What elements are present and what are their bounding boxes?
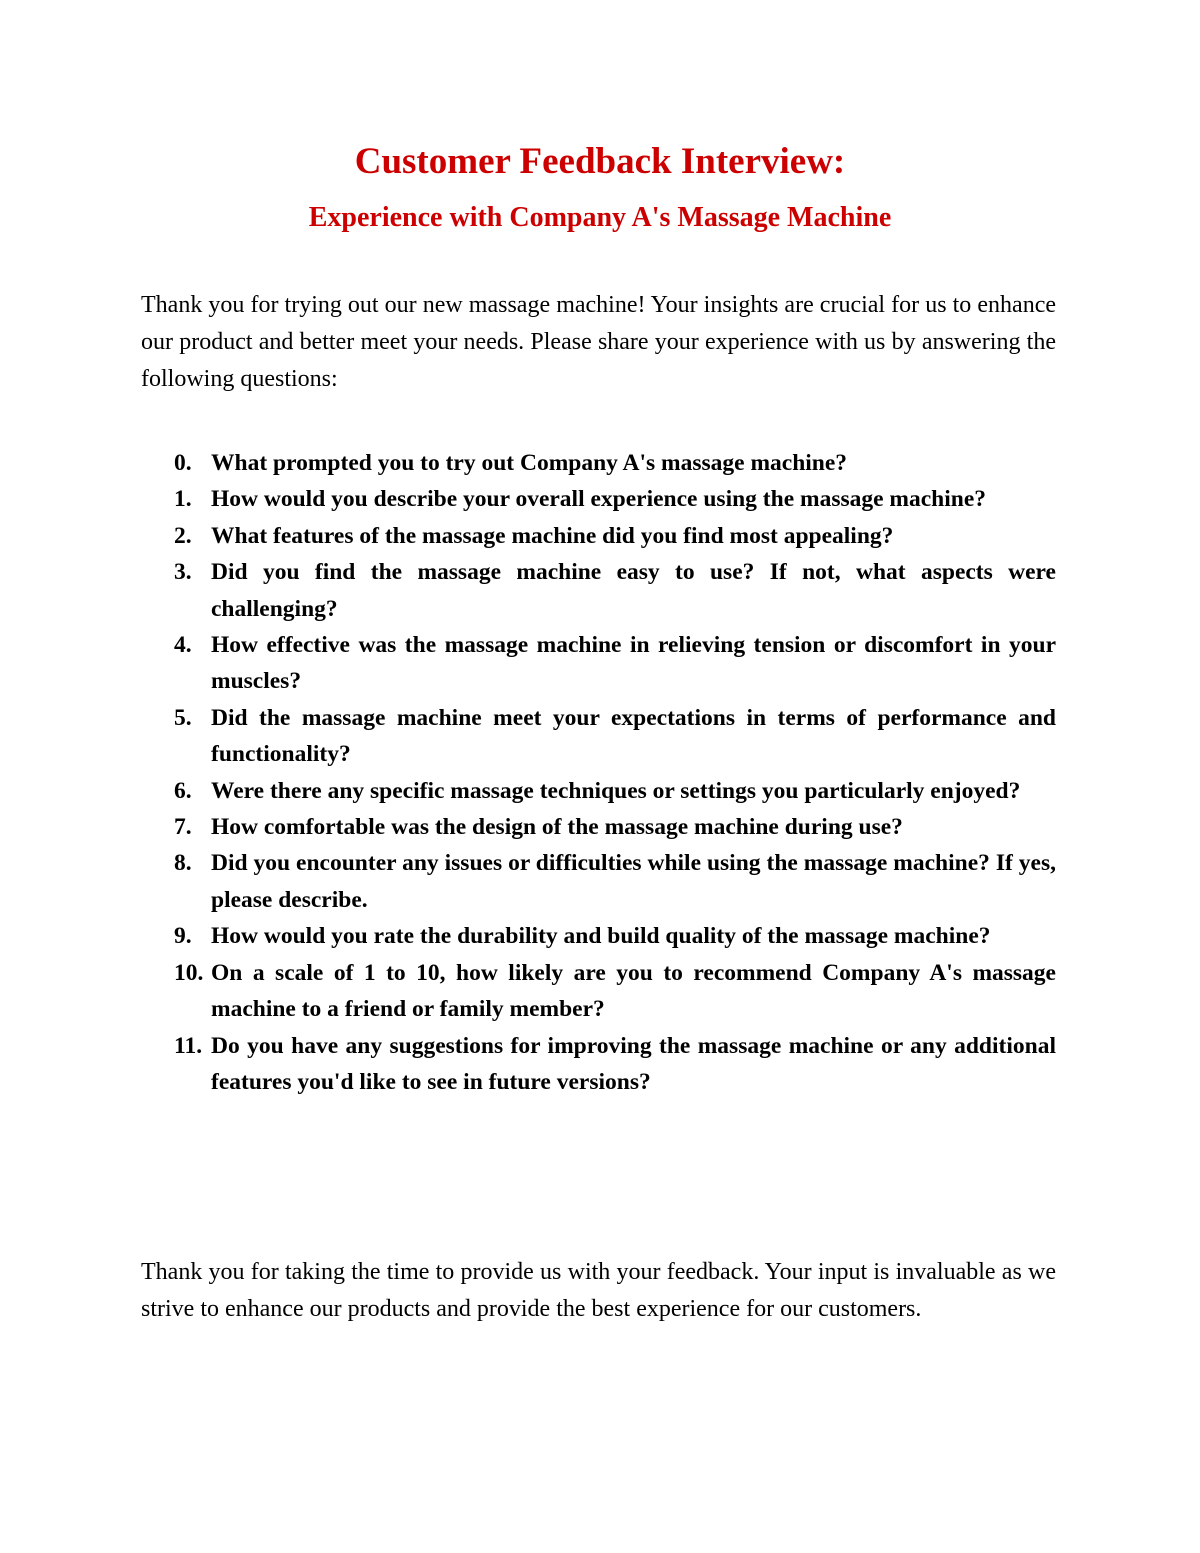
question-text: What prompted you to try out Company A's massage machine?: [211, 450, 848, 476]
question-text: Do you have any suggestions for improving the massage machine or any additional features you'd like to see in future versions?: [211, 1032, 1056, 1095]
question-text: How would you rate the durability and build quality of the massage machine?: [211, 923, 991, 950]
question-number: 8.: [174, 850, 192, 877]
question-text: Did the massage machine meet your expectations in terms of performance and functionality?: [211, 704, 1056, 768]
question-text: How comfortable was the design of the massage machine during use?: [211, 814, 903, 841]
question-item: [141, 481, 1056, 517]
question-text: What features of the massage machine did you find most appealing?: [211, 522, 894, 549]
question-item: [141, 518, 1056, 554]
question-item: [141, 955, 1056, 1028]
intro-paragraph: Thank you for trying out our new massage machine! Your insights are crucial for us to enhance our product and better meet your needs. Please share your experience with us by answering the following questions:: [141, 292, 1056, 392]
question-number: 9.: [174, 923, 192, 950]
question-number: 0.: [174, 450, 192, 476]
closing-paragraph: Thank you for taking the time to provide us with your feedback. Your input is invaluable as we strive to enhance our products and provide the best experience for our customers.: [141, 1259, 1056, 1322]
question-text: Were there any specific massage techniques or settings you particularly enjoyed?: [211, 777, 1021, 804]
question-number: 5.: [174, 704, 192, 731]
question-item: [141, 445, 1056, 481]
question-item: [141, 1028, 1056, 1101]
question-list: [141, 445, 1056, 1100]
question-number: 1.: [174, 486, 192, 513]
question-text: On a scale of 1 to 10, how likely are you to recommend Company A's massage machine to a friend or family member?: [211, 959, 1056, 1023]
question-number: 7.: [174, 814, 192, 841]
question-text: Did you encounter any issues or difficulties while using the massage machine? If yes, please describe.: [211, 850, 1056, 913]
question-text: How effective was the massage machine in relieving tension or discomfort in your muscles?: [211, 632, 1056, 695]
question-item: [141, 700, 1056, 773]
question-item: [141, 554, 1056, 627]
question-item: [141, 809, 1056, 845]
question-item: [141, 918, 1056, 954]
question-text: How would you describe your overall experience using the massage machine?: [211, 486, 987, 513]
question-number: 11.: [174, 1032, 203, 1059]
page-title: Customer Feedback Interview:: [354, 141, 846, 182]
question-item: [141, 627, 1056, 700]
question-number: 4.: [174, 632, 192, 659]
question-number: 10.: [174, 959, 204, 986]
question-number: 6.: [174, 777, 192, 804]
question-item: [141, 845, 1056, 918]
question-item: [141, 773, 1056, 809]
question-text: Did you find the massage machine easy to use? If not, what aspects were challenging?: [211, 559, 1056, 622]
question-number: 2.: [174, 522, 192, 549]
page-subtitle: Experience with Company A's Massage Machine: [308, 202, 892, 233]
question-number: 3.: [174, 559, 192, 586]
